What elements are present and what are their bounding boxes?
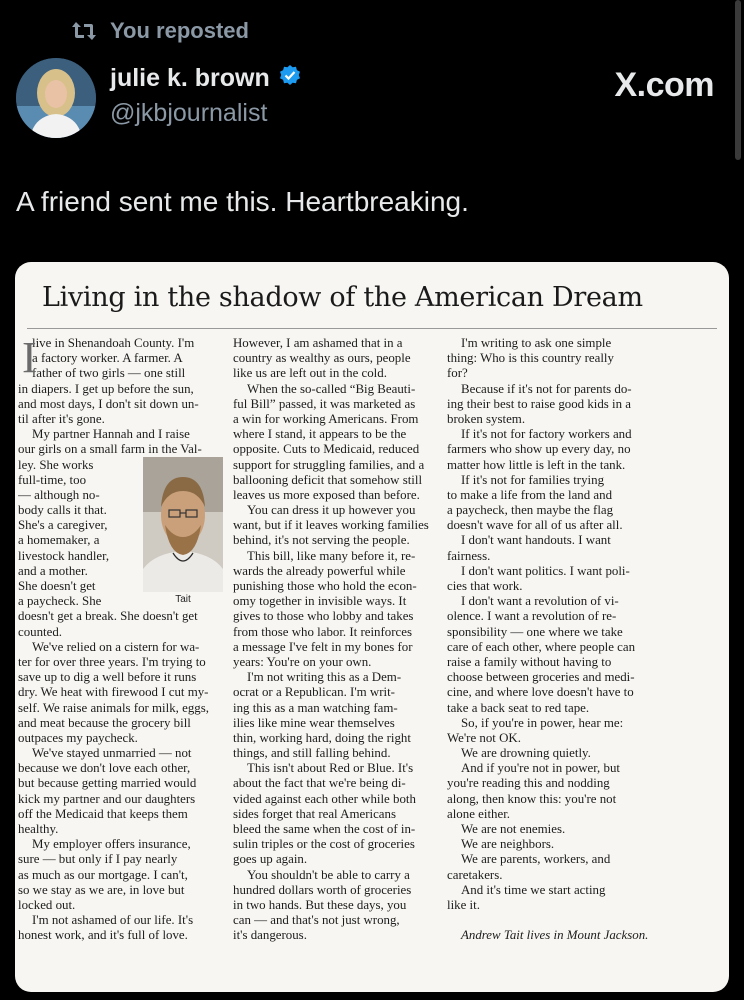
article-line: locked out.	[18, 897, 76, 912]
article-line: dry. We heat with firewood I cut my-	[18, 685, 209, 700]
article-line: We are drowning quietly.	[461, 746, 591, 761]
article-line: doesn't wave for all of us after all.	[447, 518, 623, 533]
article-line: We've stayed unmarried — not	[32, 746, 192, 761]
tweet-text: A friend sent me this. Heartbreaking.	[16, 186, 469, 217]
article-line: country as wealthy as ours, people	[233, 351, 411, 366]
article-column-2	[233, 336, 441, 944]
article-line: If it's not for families trying	[461, 472, 605, 487]
article-line: She doesn't get	[18, 579, 96, 593]
article-line: bleed the same when the cost of in-	[233, 822, 416, 836]
article-line: a factory worker. A farmer. A	[32, 351, 183, 366]
article-line: care of each other, where people can	[447, 639, 636, 654]
article-line: live in Shenandoah County. I'm	[32, 336, 195, 350]
article-line: She's a caregiver,	[18, 518, 108, 533]
repost-label: You reposted	[110, 18, 249, 43]
headline-divider	[27, 328, 717, 329]
article-line: body calls it that.	[18, 503, 107, 518]
article-line: We're not OK.	[447, 730, 521, 745]
article-line: I don't want politics. I want poli-	[461, 563, 630, 578]
scrollbar[interactable]	[735, 0, 741, 160]
article-line: self. We raise animals for milk, eggs,	[18, 700, 209, 715]
article-line: ilies like mine wear themselves	[233, 715, 395, 730]
article-line: a paycheck. She	[18, 594, 102, 609]
article-line: My partner Hannah and I raise	[32, 427, 190, 442]
article-line: omy together in invisible ways. It	[233, 594, 407, 609]
article-column-3	[447, 336, 657, 944]
author-handle[interactable]: @jkbjournalist	[110, 99, 268, 127]
article-line: goes up again.	[233, 852, 308, 867]
article-line: along, then know this: you're not	[447, 791, 617, 806]
author-info	[110, 64, 302, 128]
article-line: in two hands. But these days, you	[233, 897, 407, 912]
x-watermark: X.com	[614, 66, 714, 104]
article-line: If it's not for factory workers and	[461, 427, 632, 442]
article-line: sides forget that real Americans	[233, 806, 396, 821]
article-line: save up to dig a well before it runs	[18, 670, 197, 685]
article-line: want, but if it leaves working families	[233, 518, 429, 533]
article-column-1	[18, 333, 225, 944]
article-line: kick my partner and our daughters	[18, 791, 196, 806]
verified-badge-icon	[278, 64, 302, 93]
photo-caption: Tait	[175, 594, 191, 605]
article-line: ing their best to raise good kids in a	[447, 396, 632, 411]
article-line: off the Medicaid that keeps them	[18, 806, 188, 821]
article-line: When the so-called “Big Beauti-	[247, 381, 416, 396]
article-line: thing: Who is this country really	[447, 351, 614, 366]
article-line: Andrew Tait lives in Mount Jackson.	[461, 928, 649, 943]
article-line: support for struggling families, and a	[233, 457, 425, 472]
article-line: olence. I want a revolution of re-	[447, 609, 617, 624]
article-headline: Living in the shadow of the American Dream	[42, 282, 643, 313]
article-line: wards the already powerful while	[233, 563, 406, 578]
article-line: leaves us more exposed than before.	[233, 487, 420, 502]
article-line: farmers who show up every day, no	[447, 442, 631, 457]
author-name[interactable]: julie k. brown	[110, 64, 270, 92]
article-line: healthy.	[18, 822, 59, 836]
article-line: raise a family without having to	[447, 654, 612, 669]
repost-indicator	[72, 16, 249, 46]
article-line: our girls on a small farm in the Val-	[18, 442, 202, 457]
article-line: ocrat or a Republican. I'm writ-	[233, 685, 395, 700]
article-line: This bill, like many before it, re-	[247, 548, 416, 563]
newspaper-clipping-image[interactable]	[15, 262, 729, 992]
article-line: — although no-	[18, 487, 100, 502]
article-line: ley. She works	[18, 457, 94, 472]
article-line: gives to those who lobby and takes	[233, 609, 414, 624]
article-line: father of two girls — one still	[32, 366, 186, 381]
article-line: and a mother.	[18, 563, 88, 578]
author-photo	[143, 457, 223, 605]
article-line: sulin triples or the cost of groceries	[233, 837, 415, 852]
article-line: ful Bill” passed, it was marketed as	[233, 396, 416, 411]
article-line: I'm not writing this as a Dem-	[247, 670, 402, 685]
article-line: We've relied on a cistern for wa-	[32, 639, 200, 654]
article-line: fairness.	[447, 548, 491, 563]
article-line: vided against each other while both	[233, 791, 416, 806]
article-line: to make a life from the land and	[447, 487, 613, 502]
article-line: about the fact that we're being di-	[233, 776, 406, 791]
article-line: You can dress it up however you	[247, 503, 416, 518]
article-line: til after it's gone.	[18, 411, 105, 426]
article-line: ballooning deficit that somehow still	[233, 472, 423, 487]
article-line: full-time, too	[18, 472, 87, 487]
article-line: I'm writing to ask one simple	[461, 336, 612, 350]
article-line: but because getting married would	[18, 776, 197, 791]
article-line: However, I am ashamed that in a	[233, 336, 403, 350]
article-line: for?	[447, 366, 468, 381]
article-line: ing this as a man watching fam-	[233, 700, 398, 715]
article-line: counted.	[18, 624, 63, 639]
article-line: ter for over three years. I'm trying to	[18, 654, 206, 669]
article-line: where I stand, it appears to be the	[233, 427, 407, 442]
article-line: in diapers. I get up before the sun,	[18, 381, 194, 396]
article-line: like it.	[447, 897, 480, 912]
article-line: We are neighbors.	[461, 837, 555, 852]
article-line: You shouldn't be able to carry a	[247, 867, 410, 882]
article-line: And it's time we start acting	[461, 882, 606, 897]
article-line: Because if it's not for parents do-	[461, 381, 632, 396]
author-avatar[interactable]	[16, 58, 96, 138]
article-line: doesn't get a break. She doesn't get	[18, 609, 198, 624]
article-line: from those who labor. It reinforces	[233, 624, 412, 639]
article-line: alone either.	[447, 806, 510, 821]
article-line: years: You're on your own.	[233, 654, 372, 669]
article-line: This isn't about Red or Blue. It's	[247, 761, 414, 776]
article-line: honest work, and it's full of love.	[18, 928, 188, 943]
article-line: a paycheck, then maybe the flag	[447, 503, 614, 518]
article-line: I don't want a revolution of vi-	[461, 594, 619, 609]
article-line: it's dangerous.	[233, 928, 307, 943]
article-line: hundred dollars worth of groceries	[233, 882, 412, 897]
article-line: We are not enemies.	[461, 822, 566, 836]
article-line: punishing those who hold the econ-	[233, 579, 417, 593]
article-line: I'm not ashamed of our life. It's	[32, 913, 194, 928]
article-line: choose between groceries and medi-	[447, 670, 635, 685]
article-line: you're reading this and nodding	[447, 776, 610, 791]
article-line: a message I've felt in my bones for	[233, 639, 413, 654]
drop-cap: I	[22, 333, 37, 382]
article-line: thin, working hard, doing the right	[233, 730, 411, 745]
article-line: and most days, I don't sit down un-	[18, 396, 199, 411]
article-line: like us are left out in the cold.	[233, 366, 387, 381]
article-line: outpaces my paycheck.	[18, 730, 138, 745]
article-line: livestock handler,	[18, 548, 110, 563]
article-line: I don't want handouts. I want	[461, 533, 611, 548]
article-line: as much as our mortgage. I can't,	[18, 867, 188, 882]
article-line: things, and still falling behind.	[233, 746, 391, 761]
article-line: opposite. Cuts to Medicaid, reduced	[233, 442, 420, 457]
article-line: behind, it's not serving the people.	[233, 533, 410, 548]
article-line: cies that work.	[447, 579, 523, 593]
article-line: so we stay as we are, in love but	[18, 882, 185, 897]
article-line: My employer offers insurance,	[32, 837, 191, 852]
article-line: take a back seat to red tape.	[447, 700, 590, 715]
article-line: We are parents, workers, and	[461, 852, 611, 867]
article-line: can — and that's not just wrong,	[233, 913, 400, 928]
article-line: broken system.	[447, 411, 526, 426]
article-line: cine, and where love doesn't have to	[447, 685, 634, 700]
article-line: a win for working Americans. From	[233, 411, 419, 426]
article-line: And if you're not in power, but	[461, 761, 620, 776]
article-line: a homemaker, a	[18, 533, 100, 548]
article-line: caretakers.	[447, 867, 503, 882]
article-line: and meat because the grocery bill	[18, 715, 191, 730]
repost-icon	[72, 20, 96, 42]
article-line: sponsibility — one where we take	[447, 624, 623, 639]
article-line: sure — but only if I pay nearly	[18, 852, 178, 867]
article-line	[447, 913, 657, 928]
article-line: matter how little is left in the tank.	[447, 457, 626, 472]
article-line: So, if you're in power, hear me:	[461, 715, 624, 730]
article-line: because we don't love each other,	[18, 761, 191, 776]
